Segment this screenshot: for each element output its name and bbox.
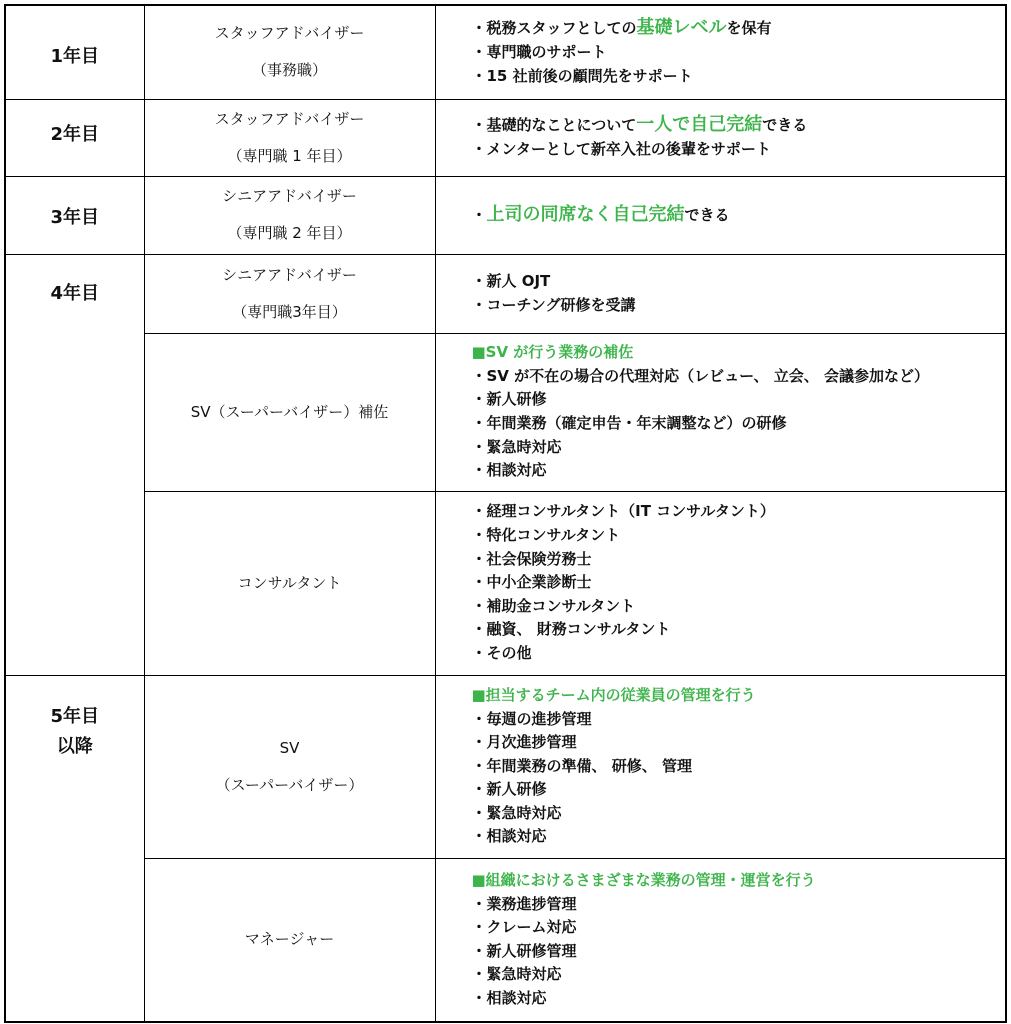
detail-item — [472, 916, 1006, 940]
detail-text: ・メンターとして新卒入社の後輩をサポート — [471, 140, 771, 158]
role-title-cell — [144, 5, 435, 99]
year-label: 1年目 — [50, 46, 100, 67]
role-title: シニアアドバイザー — [222, 187, 357, 205]
role-detail-cell — [435, 675, 1006, 858]
role-title-cell — [144, 675, 435, 858]
highlight-text: 基礎レベル — [636, 17, 727, 39]
detail-text: ・新人研修 — [471, 780, 547, 799]
detail-text: ・クレーム対応 — [471, 918, 577, 937]
year-cell — [5, 176, 144, 254]
role-title-cell — [144, 254, 435, 333]
detail-text: ・社会保険労務士 — [471, 549, 592, 568]
detail-text: ・特化コンサルタント — [471, 526, 621, 545]
role-row — [5, 333, 1006, 491]
detail-text: ・緊急時対応 — [471, 965, 562, 984]
detail-item — [472, 459, 1006, 483]
role-row — [5, 99, 1006, 176]
year-label: 5年目 — [50, 705, 100, 727]
role-detail-cell — [435, 491, 1006, 675]
section-heading: ■担当するチーム内の従業員の管理を行う — [471, 685, 756, 704]
role-detail-cell — [435, 254, 1006, 333]
year-label: 4年目 — [50, 282, 100, 304]
detail-item — [472, 731, 1006, 755]
detail-item — [472, 65, 1006, 89]
detail-item — [472, 524, 1006, 548]
detail-text: ・新人研修管理 — [471, 941, 577, 960]
detail-text: ・相談対応 — [471, 988, 547, 1007]
role-row — [5, 858, 1006, 1022]
role-detail-cell — [435, 99, 1006, 176]
role-title: （専門職 2 年目） — [227, 224, 352, 242]
detail-text: ・補助金コンサルタント — [471, 596, 636, 615]
detail-text: ・コーチング研修を受講 — [471, 295, 636, 314]
detail-text: ・15 社前後の顧問先をサポート — [471, 66, 693, 85]
role-row — [5, 675, 1006, 858]
detail-text: ・月次進捗管理 — [471, 733, 577, 752]
role-row — [5, 491, 1006, 675]
detail-text: できる — [684, 205, 730, 224]
role-detail-cell — [435, 176, 1006, 254]
detail-item — [472, 203, 1006, 228]
detail-item — [472, 138, 1006, 162]
role-row — [5, 176, 1006, 254]
role-title: コンサルタント — [237, 573, 342, 592]
role-detail-cell — [435, 858, 1006, 1022]
detail-item — [472, 940, 1006, 964]
detail-text: ・税務スタッフとしての — [471, 19, 637, 38]
detail-text: ・ — [471, 205, 487, 224]
detail-item — [472, 113, 1006, 138]
year-label: 3年目 — [50, 206, 100, 228]
section-heading: ■SV が行う業務の補佐 — [471, 343, 634, 362]
role-title: SV — [279, 738, 300, 757]
detail-item — [472, 500, 1006, 524]
highlight-text: 上司の同席なく自己完結 — [486, 203, 685, 225]
career-path-body — [5, 5, 1006, 1022]
role-title: （スーパーバイザー） — [215, 775, 364, 794]
career-path-table — [4, 4, 1007, 1023]
detail-item — [472, 642, 1006, 666]
detail-item — [472, 595, 1006, 619]
detail-text: ・緊急時対応 — [471, 437, 562, 456]
detail-item — [472, 963, 1006, 987]
role-title-cell — [144, 176, 435, 254]
role-title: シニアアドバイザー — [222, 265, 357, 284]
year-label: 以降 — [56, 735, 93, 757]
detail-item — [472, 987, 1006, 1011]
role-detail-cell — [435, 5, 1006, 99]
section-heading: ■組織におけるさまざまな業務の管理・運営を行う — [471, 870, 816, 889]
detail-item — [472, 41, 1006, 65]
detail-item — [472, 16, 1006, 41]
year-cell — [5, 675, 144, 1022]
role-title: スタッフアドバイザー — [214, 109, 365, 128]
year-cell — [5, 99, 144, 176]
detail-item — [472, 708, 1006, 732]
detail-text: ・新人 OJT — [471, 271, 551, 290]
highlight-text: 一人で自己完結 — [636, 114, 763, 136]
role-title: （専門職 1 年目） — [227, 146, 352, 165]
detail-text: ・基礎的なことについて — [471, 116, 637, 135]
detail-item — [472, 548, 1006, 572]
detail-text: ・専門職のサポート — [471, 42, 607, 61]
detail-item — [472, 436, 1006, 460]
role-detail-cell — [435, 333, 1006, 491]
detail-text: ・相談対応 — [471, 827, 547, 846]
detail-text: ・中小企業診断士 — [471, 573, 592, 592]
detail-item — [472, 802, 1006, 826]
role-title: マネージャー — [244, 930, 335, 949]
detail-text: ・年間業務の準備、 研修、 管理 — [471, 756, 692, 775]
role-title-cell — [144, 491, 435, 675]
detail-text: ・相談対応 — [471, 461, 547, 480]
detail-item — [472, 294, 1006, 318]
role-title: SV（スーパーバイザー）補佐 — [190, 402, 389, 421]
detail-item — [472, 571, 1006, 595]
detail-item — [472, 778, 1006, 802]
role-title-cell — [144, 858, 435, 1022]
role-title-cell — [144, 99, 435, 176]
detail-text: ・融資、 財務コンサルタント — [471, 620, 671, 639]
detail-text: ・緊急時対応 — [471, 803, 562, 822]
role-title: （事務職） — [251, 61, 327, 80]
detail-item — [472, 365, 1006, 389]
role-title: スタッフアドバイザー — [214, 24, 365, 43]
detail-item — [472, 755, 1006, 779]
detail-text: ・新人研修 — [471, 390, 547, 409]
detail-text: ・経理コンサルタント（IT コンサルタント） — [471, 502, 775, 521]
role-row — [5, 254, 1006, 333]
detail-text: ・SV が不在の場合の代理対応（レビュー、 立会、 会議参加など） — [471, 366, 929, 385]
year-cell — [5, 5, 144, 99]
detail-text: できる — [762, 116, 808, 135]
role-title-cell — [144, 333, 435, 491]
role-row — [5, 5, 1006, 99]
year-label: 2年目 — [50, 123, 100, 145]
detail-text: ・年間業務（確定申告・年末調整など）の研修 — [471, 414, 787, 432]
detail-item — [472, 893, 1006, 917]
detail-item — [472, 388, 1006, 412]
year-cell — [5, 254, 144, 675]
detail-item — [472, 825, 1006, 849]
detail-text: を保有 — [726, 19, 772, 38]
detail-item — [472, 412, 1006, 436]
detail-text: ・毎週の進捗管理 — [471, 709, 592, 728]
role-title: （専門職3年目） — [232, 302, 347, 321]
detail-text: ・その他 — [471, 643, 532, 662]
detail-text: ・業務進捗管理 — [471, 894, 577, 913]
detail-item — [472, 270, 1006, 294]
detail-item — [472, 618, 1006, 642]
